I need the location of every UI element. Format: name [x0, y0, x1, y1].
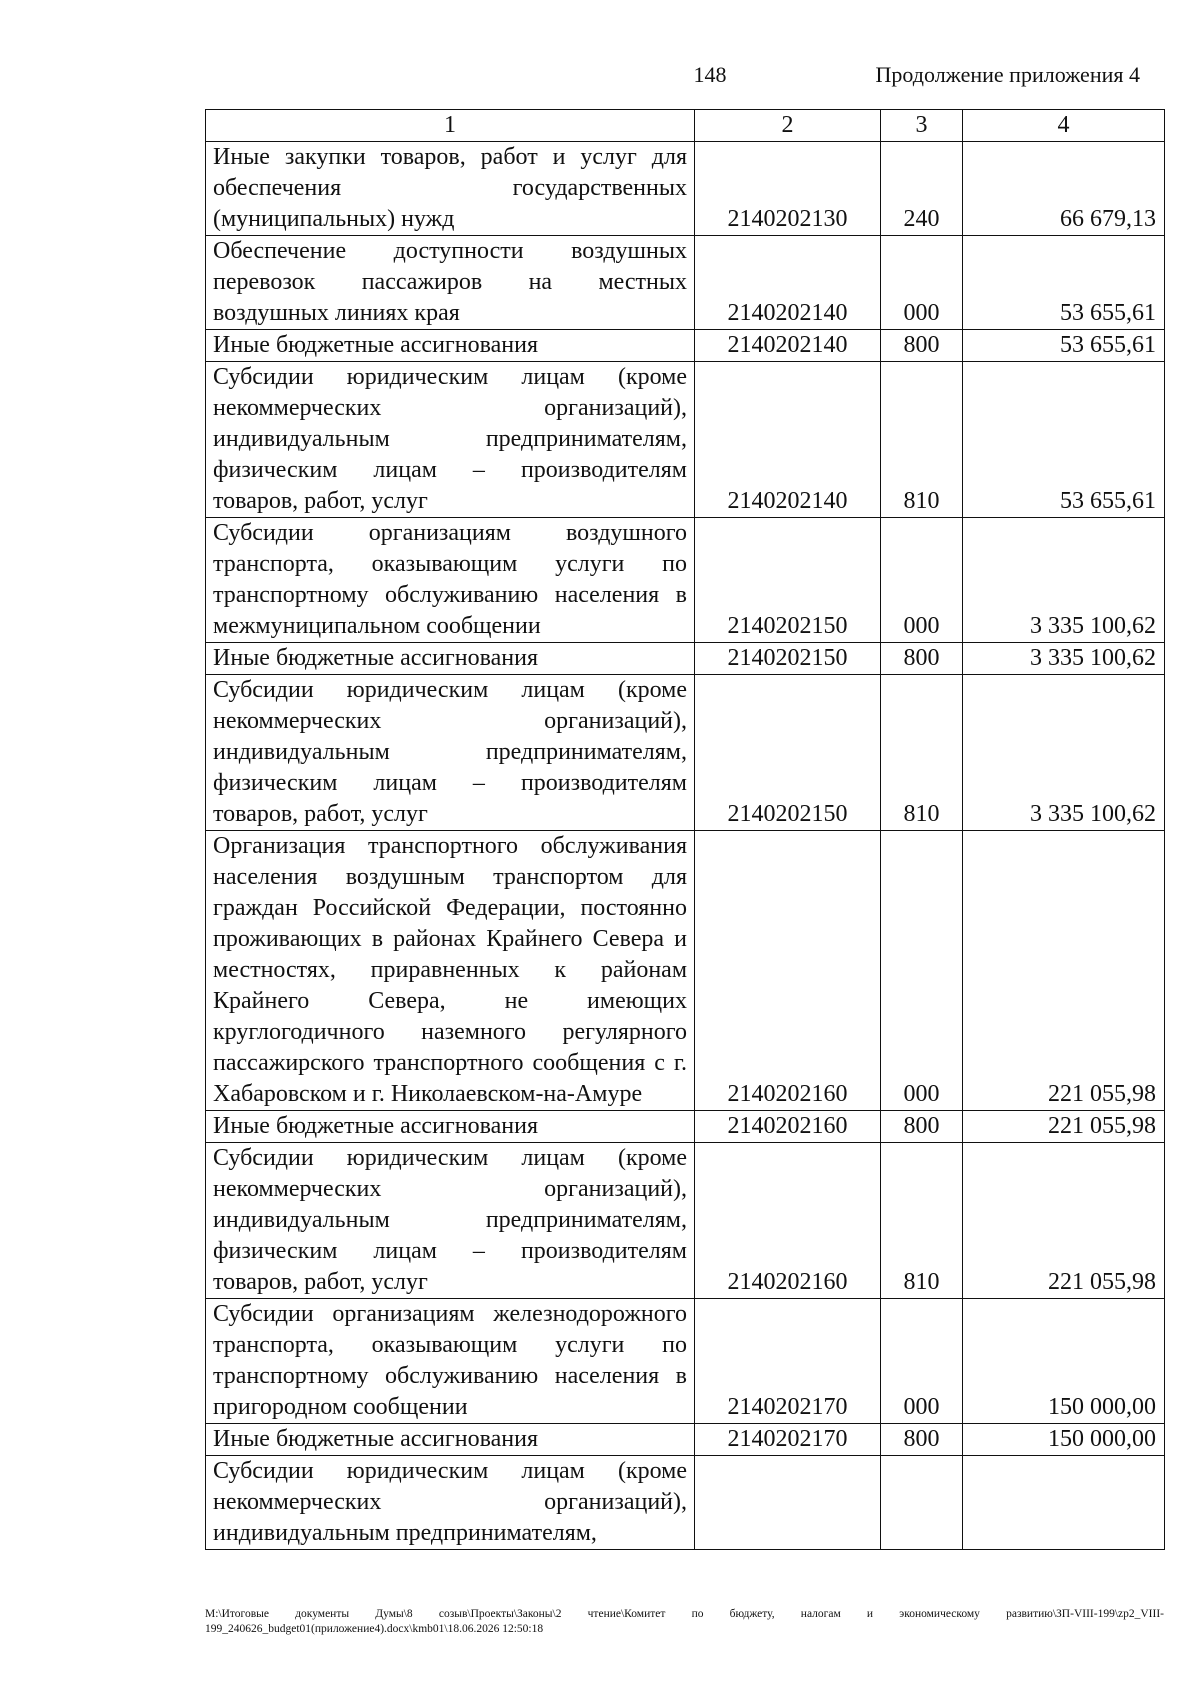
table-row: [206, 831, 1165, 1111]
table-row: [206, 1299, 1165, 1424]
row-amount: 221 055,98: [963, 831, 1165, 1111]
row-amount: 3 335 100,62: [963, 643, 1165, 675]
row-name: Иные бюджетные ассигнования: [206, 1111, 695, 1143]
table-row: [206, 1456, 1165, 1550]
row-target-code: 2140202160: [695, 831, 881, 1111]
row-name: Иные бюджетные ассигнования: [206, 1424, 695, 1456]
row-amount: 150 000,00: [963, 1424, 1165, 1456]
row-name: Иные закупки товаров, работ и услуг для обеспечения государственных (муниципальных) нужд: [206, 142, 695, 236]
row-name: Субсидии юридическим лицам (кроме некоммерческих организаций), индивидуальным предпринимателям, физическим лицам – производителям товаров, работ, услуг: [206, 362, 695, 518]
row-amount: 150 000,00: [963, 1299, 1165, 1424]
row-target-code: [695, 1456, 881, 1550]
column-header-3: 3: [881, 110, 963, 142]
row-target-code: 2140202140: [695, 330, 881, 362]
row-name: Субсидии юридическим лицам (кроме некоммерческих организаций), индивидуальным предпринимателям,: [206, 1456, 695, 1550]
row-target-code: 2140202160: [695, 1111, 881, 1143]
row-expense-kind: [881, 1456, 963, 1550]
row-expense-kind: 240: [881, 142, 963, 236]
row-expense-kind: 000: [881, 236, 963, 330]
row-amount: 53 655,61: [963, 236, 1165, 330]
column-header-1: 1: [206, 110, 695, 142]
table-row: [206, 1111, 1165, 1143]
row-target-code: 2140202140: [695, 236, 881, 330]
row-target-code: 2140202160: [695, 1143, 881, 1299]
table-row: [206, 643, 1165, 675]
row-name: Иные бюджетные ассигнования: [206, 643, 695, 675]
row-expense-kind: 810: [881, 675, 963, 831]
table-row: [206, 675, 1165, 831]
row-amount: 53 655,61: [963, 330, 1165, 362]
row-expense-kind: 800: [881, 330, 963, 362]
row-name: Субсидии юридическим лицам (кроме некоммерческих организаций), индивидуальным предпринимателям, физическим лицам – производителям товаров, работ, услуг: [206, 1143, 695, 1299]
row-name: Субсидии юридическим лицам (кроме некоммерческих организаций), индивидуальным предпринимателям, физическим лицам – производителям товаров, работ, услуг: [206, 675, 695, 831]
row-expense-kind: 000: [881, 518, 963, 643]
table-row: [206, 330, 1165, 362]
budget-table: [205, 109, 1165, 1550]
row-expense-kind: 000: [881, 1299, 963, 1424]
row-expense-kind: 810: [881, 362, 963, 518]
row-expense-kind: 000: [881, 831, 963, 1111]
row-amount: 3 335 100,62: [963, 675, 1165, 831]
row-amount: [963, 1456, 1165, 1550]
row-target-code: 2140202170: [695, 1424, 881, 1456]
row-target-code: 2140202140: [695, 362, 881, 518]
row-target-code: 2140202150: [695, 643, 881, 675]
table-row: [206, 362, 1165, 518]
row-amount: 221 055,98: [963, 1111, 1165, 1143]
column-header-4: 4: [963, 110, 1165, 142]
row-amount: 53 655,61: [963, 362, 1165, 518]
row-amount: 66 679,13: [963, 142, 1165, 236]
page-number: 148: [693, 62, 727, 87]
row-name: Субсидии организациям воздушного транспорта, оказывающим услуги по транспортному обслуживанию населения в межмуниципальном сообщении: [206, 518, 695, 643]
table-row: [206, 1143, 1165, 1299]
row-target-code: 2140202130: [695, 142, 881, 236]
document-path-footer: M:\Итоговые документы Думы\8 созыв\Проекты\Законы\2 чтение\Комитет по бюджету, налогам и экономическому развитию\ЗП-VIII-199\zp2_VIII-199_240626_budget01(приложение4).docx\kmb01\18.06.2026 12:50:18: [205, 1608, 1164, 1635]
table-row: [206, 1424, 1165, 1456]
row-target-code: 2140202150: [695, 675, 881, 831]
row-name: Организация транспортного обслуживания населения воздушным транспортом для граждан Российской Федерации, постоянно проживающих в районах Крайнего Севера и местностях, приравненных к районам Крайнего Севера, не имеющих круглогодичного наземного регулярного пассажирского транспортного сообщения с г. Хабаровском и г. Николаевском-на-Амуре: [206, 831, 695, 1111]
row-expense-kind: 800: [881, 1111, 963, 1143]
table-row: [206, 518, 1165, 643]
row-expense-kind: 810: [881, 1143, 963, 1299]
row-name: Субсидии организациям железнодорожного транспорта, оказывающим услуги по транспортному обслуживанию населения в пригородном сообщении: [206, 1299, 695, 1424]
column-header-2: 2: [695, 110, 881, 142]
row-name: Иные бюджетные ассигнования: [206, 330, 695, 362]
table-row: [206, 142, 1165, 236]
row-amount: 221 055,98: [963, 1143, 1165, 1299]
row-expense-kind: 800: [881, 1424, 963, 1456]
row-target-code: 2140202170: [695, 1299, 881, 1424]
row-amount: 3 335 100,62: [963, 518, 1165, 643]
appendix-continuation-label: Продолжение приложения 4: [875, 62, 1140, 87]
column-number-row: [206, 110, 1165, 142]
table-row: [206, 236, 1165, 330]
row-name: Обеспечение доступности воздушных перевозок пассажиров на местных воздушных линиях края: [206, 236, 695, 330]
row-target-code: 2140202150: [695, 518, 881, 643]
row-expense-kind: 800: [881, 643, 963, 675]
